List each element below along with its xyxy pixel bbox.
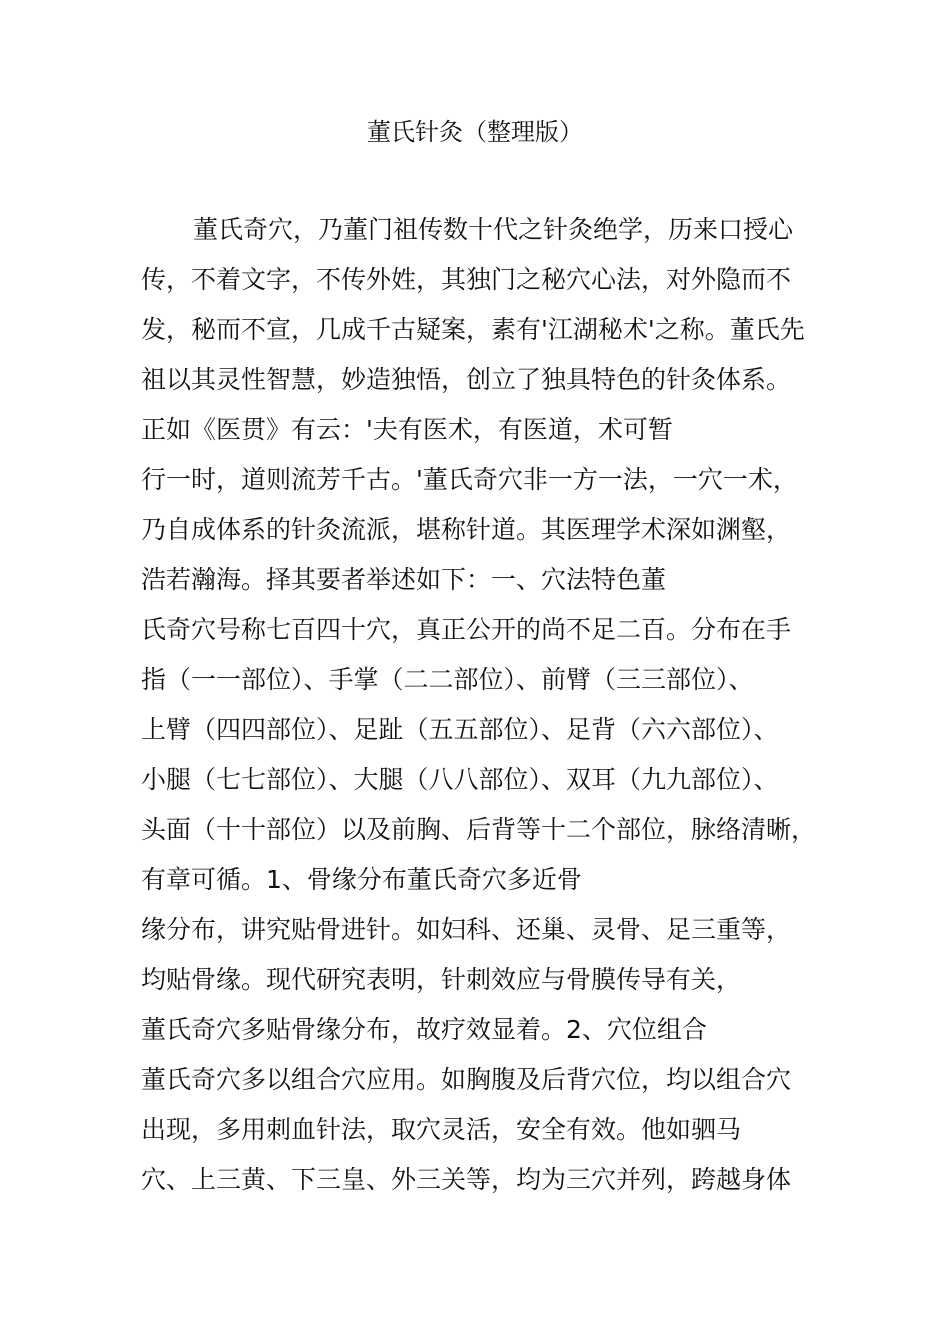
paragraph-line: 有章可循。1、骨缘分布董氏奇穴多近骨 <box>141 865 582 894</box>
paragraph-line: 穴、上三黄、下三皇、外三关等，均为三穴并列，跨越身体 <box>141 1165 792 1194</box>
document-body <box>141 205 841 1205</box>
paragraph-line: 出现，多用刺血针法，取穴灵活，安全有效。他如驷马 <box>141 1115 742 1144</box>
paragraph-line: 董氏奇穴多以组合穴应用。如胸腹及后背穴位，均以组合穴 <box>141 1065 792 1094</box>
paragraph-line: 行一时，道则流芳千古。'董氏奇穴非一方一法，一穴一术， <box>141 465 798 494</box>
paragraph-line: 缘分布，讲究贴骨进针。如妇科、还巢、灵骨、足三重等， <box>141 915 792 944</box>
paragraph-line: 指（一一部位）、手掌（二二部位）、前臂（三三部位）、 <box>141 665 754 694</box>
paragraph-line: 祖以其灵性智慧，妙造独悟，创立了独具特色的针灸体系。 <box>141 365 792 394</box>
paragraph-line: 董氏奇穴，乃董门祖传数十代之针灸绝学，历来口授心 <box>193 215 794 244</box>
paragraph-line: 氏奇穴号称七百四十穴，真正公开的尚不足二百。分布在手 <box>141 615 792 644</box>
paragraph-line: 传，不着文字，不传外姓，其独门之秘穴心法，对外隐而不 <box>141 265 792 294</box>
paragraph-line: 头面（十十部位）以及前胸、后背等十二个部位，脉络清晰， <box>141 815 817 844</box>
paragraph-line: 小腿（七七部位）、大腿（八八部位）、双耳（九九部位）、 <box>141 765 779 794</box>
paragraph-line: 董氏奇穴多贴骨缘分布，故疗效显着。2、穴位组合 <box>141 1015 707 1044</box>
paragraph-line: 正如《医贯》有云：'夫有医术，有医道，术可暂 <box>141 415 673 444</box>
paragraph-line: 均贴骨缘。现代研究表明，针刺效应与骨膜传导有关， <box>141 965 742 994</box>
document-title: 董氏针灸（整理版） <box>367 118 583 146</box>
paragraph-line: 发，秘而不宣，几成千古疑案，素有'江湖秘术'之称。董氏先 <box>141 315 805 344</box>
paragraph-line: 乃自成体系的针灸流派，堪称针道。其医理学术深如渊壑， <box>141 515 792 544</box>
paragraph-line: 上臂（四四部位）、足趾（五五部位）、足背（六六部位）、 <box>141 715 779 744</box>
paragraph-line: 浩若瀚海。择其要者举述如下：一、穴法特色董 <box>141 565 667 594</box>
